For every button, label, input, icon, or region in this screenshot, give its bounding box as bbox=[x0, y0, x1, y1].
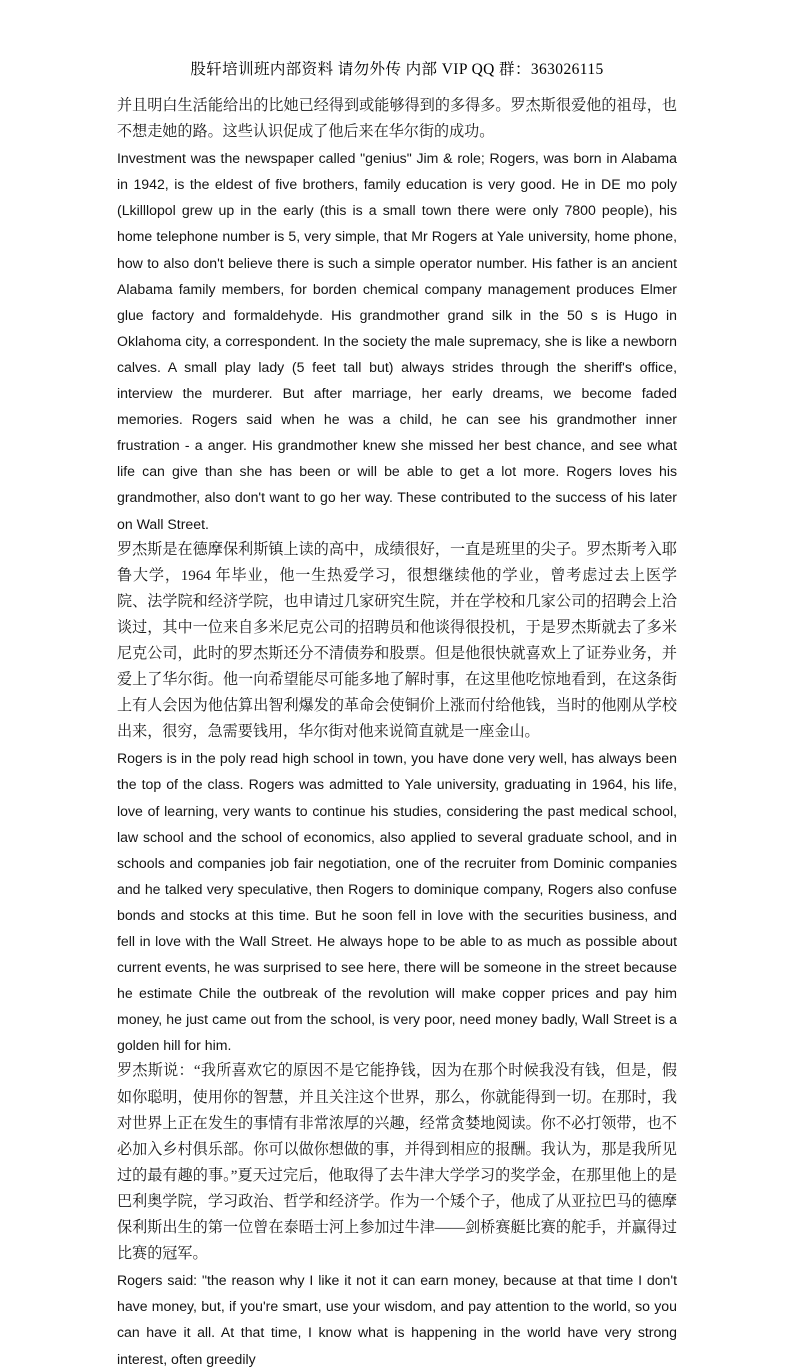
paragraph-zh-3: 罗杰斯说：“我所喜欢它的原因不是它能挣钱，因为在那个时候我没有钱，但是，假如你聪明，使用你的智慧，并且关注这个世界，那么，你就能得到一切。在那时，我对世界上正在发生的事情有非常浓厚的兴趣，经常贪婪地阅读。你不必打领带，也不必加入乡村俱乐部。你可以做你想做的事，并得到相应的报酬。我认为，那是我所见过的最有趣的事。”夏天过完后，他取得了去牛津大学学习的奖学金，在那里他上的是巴利奥学院，学习政治、哲学和经济学。作为一个矮个子，他成了从亚拉巴马的德摩保利斯出生的第一位曾在泰晤士河上参加过牛津——剑桥赛艇比赛的舵手，并赢得过比赛的冠军。 bbox=[117, 1063, 677, 1263]
paragraph-en-3: Rogers said: "the reason why I like it not it can earn money, because at that time I don't have money, but, if you're smart, use your wisdom, and pay attention to the world, so you can have it all. At that time, I know what is happening in the world have very strong interest, often greedily bbox=[117, 1272, 677, 1367]
paragraph-zh-1: 并且明白生活能给出的比她已经得到或能够得到的多得多。罗杰斯很爱他的祖母，也不想走她的路。这些认识促成了他后来在华尔街的成功。 bbox=[117, 98, 677, 141]
document-header-watermark: 股轩培训班内部资料 请勿外传 内部 VIP QQ 群：363026115 bbox=[190, 61, 604, 78]
paragraph-zh-2: 罗杰斯是在德摩保利斯镇上读的高中，成绩很好，一直是班里的尖子。罗杰斯考入耶鲁大学，1964 年毕业，他一生热爱学习，很想继续他的学业，曾考虑过去上医学院、法学院和经济学院，也申请过几家研究生院，并在学校和几家公司的招聘会上洽谈过，其中一位来自多米尼克公司的招聘员和他谈得很投机，于是罗杰斯就去了多米尼克公司，此时的罗杰斯还分不清债券和股票。但是他很快就喜欢上了证券业务，并爱上了华尔街。他一向希望能尽可能多地了解时事，在这里他吃惊地看到，在这条街上有人会因为他估算出智利爆发的革命会使铜价上涨而付给他钱，当时的他刚从学校出来，很穷，急需要钱用，华尔街对他来说简直就是一座金山。 bbox=[117, 541, 677, 741]
paragraph-en-2: Rogers is in the poly read high school in town, you have done very well, has always been the top of the class. Rogers was admitted to Yale university, graduating in 1964, his life, love of learning, very wants to continue his studies, considering the past medical school, law school and the school of economics, also applied to several graduate school, and in schools and companies job fair negotiation, one of the recruiter from Dominic companies and he talked very speculative, then Rogers to dominique company, Rogers also confuse bonds and stocks at this time. But he soon fell in love with the securities business, and fell in love with the Wall Street. He always hope to be able to as much as possible about current events, he was surprised to see here, there will be someone in the street because he estimate Chile the outbreak of the revolution will make copper prices and pay him money, he just came out from the school, is very poor, need money badly, Wall Street is a golden hill for him. bbox=[117, 750, 677, 1054]
page-content bbox=[117, 0, 677, 1372]
paragraph-en-1: Investment was the newspaper called "genius" Jim & role; Rogers, was born in Alabama in 1942, is the eldest of five brothers, family education is very good. He in DE mo poly (Lkilllopol grew up in the early (this is a small town there were only 7800 people), his home telephone number is 5, very simple, that Mr Rogers at Yale university, home phone, how to also don't believe there is such a simple operator number. His father is an ancient Alabama family members, for borden chemical company management produces Elmer glue factory and formaldehyde. His grandmother grand silk in the 50 s is Hugo in Oklahoma city, a correspondent. In the society the male supremacy, she is like a newborn calves. A small play lady (5 feet tall but) always strides through the sheriff's office, interview the murderer. But after marriage, her early dreams, we become faded memories. Rogers said when he was a child, he can see his grandmother inner frustration - a anger. His grandmother knew she missed her best chance, and see what life can give than she has been or will be able to get a lot more. Rogers loves his grandmother, also don't want to go her way. These contributed to the success of his later on Wall Street. bbox=[117, 150, 677, 532]
